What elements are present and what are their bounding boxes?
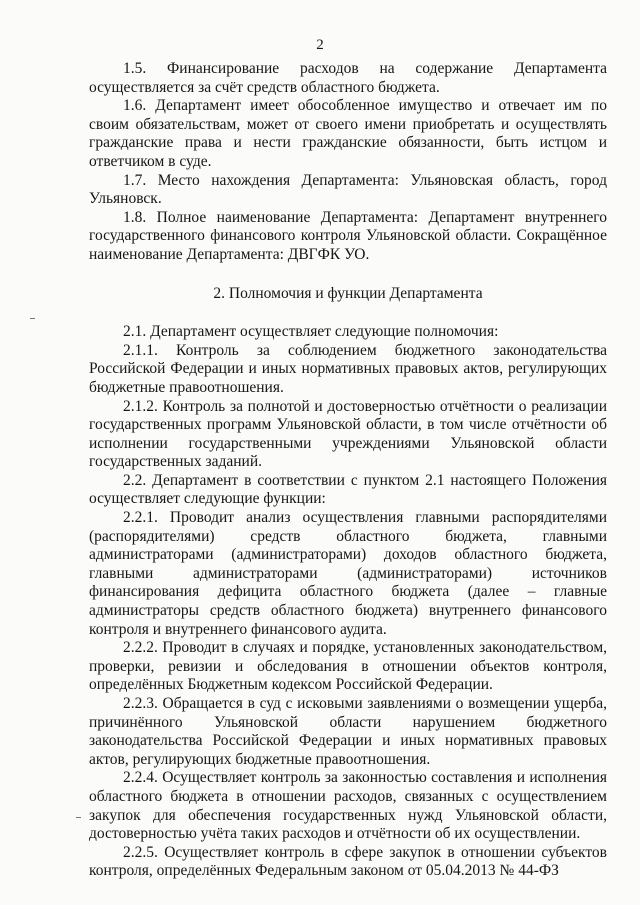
paragraph-1-8: 1.8. Полное наименование Департамента: Департамент внутреннего государственного финансового контроля Ульяновской области. Сокращённое наименование Департамента: ДВГФК УО. [89, 208, 607, 263]
page-number: 2 [316, 37, 324, 53]
section-title: 2. Полномочия и функции Департамента [213, 284, 483, 302]
paragraph-2-2-4: 2.2.4. Осуществляет контроль за законностью составления и исполнения областного бюджета в отношении расходов, связанных с осуществлением закупок для обеспечения государственных нужд Ульяновской области, достоверностью учёта таких расходов и отчётности об их осуществлении. [89, 769, 607, 843]
scan-mark [76, 817, 81, 818]
paragraph-2-1-1: 2.1.1. Контроль за соблюдением бюджетного законодательства Российской Федерации и иных нормативных правовых актов, регулирующих бюджетные правоотношения. [89, 341, 607, 396]
paragraph-1-7: 1.7. Место нахождения Департамента: Ульяновская область, город Ульяновск. [89, 171, 607, 208]
paragraph-1-5: 1.5. Финансирование расходов на содержание Департамента осуществляется за счёт средств областного бюджета. [89, 60, 607, 96]
paragraph-2-1-2: 2.1.2. Контроль за полнотой и достоверностью отчётности о реализации государственных программ Ульяновской области, в том числе отчётности об исполнении государственными учреждениями Ульяновской области государственных заданий. [89, 397, 607, 471]
paragraph-2-2-1: 2.2.1. Проводит анализ осуществления главными распорядителями (распорядителями) средств областного бюджета, главными администраторами (администраторами) доходов областного бюджета, главными администраторами (администраторами) источников финансирования дефицита областного бюджета (далее – главные администраторы средств областного бюджета) внутреннего финансового контроля и внутреннего финансового аудита. [89, 509, 607, 638]
document-body [89, 60, 607, 881]
paragraph-1-6: 1.6. Департамент имеет обособленное имущество и отвечает им по своим обязательствам, может от своего имени приобретать и осуществлять гражданские права и нести гражданские обязанности, быть истцом и ответчиком в суде. [89, 97, 607, 170]
paragraph-2-2-2: 2.2.2. Проводит в случаях и порядке, установленных законодательством, проверки, ревизии и обследования в отношении объектов контроля, определённых Бюджетным кодексом Российской Федерации. [89, 639, 607, 694]
paragraph-2-2: 2.2. Департамент в соответствии с пунктом 2.1 настоящего Положения осуществляет следующие функции: [89, 471, 607, 508]
paragraph-2-2-5: 2.2.5. Осуществляет контроль в сфере закупок в отношении субъектов контроля, определённых Федеральным законом от 05.04.2013 № 44-ФЗ [89, 843, 607, 880]
paragraph-2-1: 2.1. Департамент осуществляет следующие полномочия: [123, 323, 499, 341]
scan-mark [30, 318, 35, 319]
paragraph-2-2-3: 2.2.3. Обращается в суд с исковыми заявлениями о возмещении ущерба, причинённого Ульяновской области нарушением бюджетного законодательства Российской Федерации и иных нормативных правовых актов, регулирующих бюджетные правоотношения. [89, 695, 607, 768]
